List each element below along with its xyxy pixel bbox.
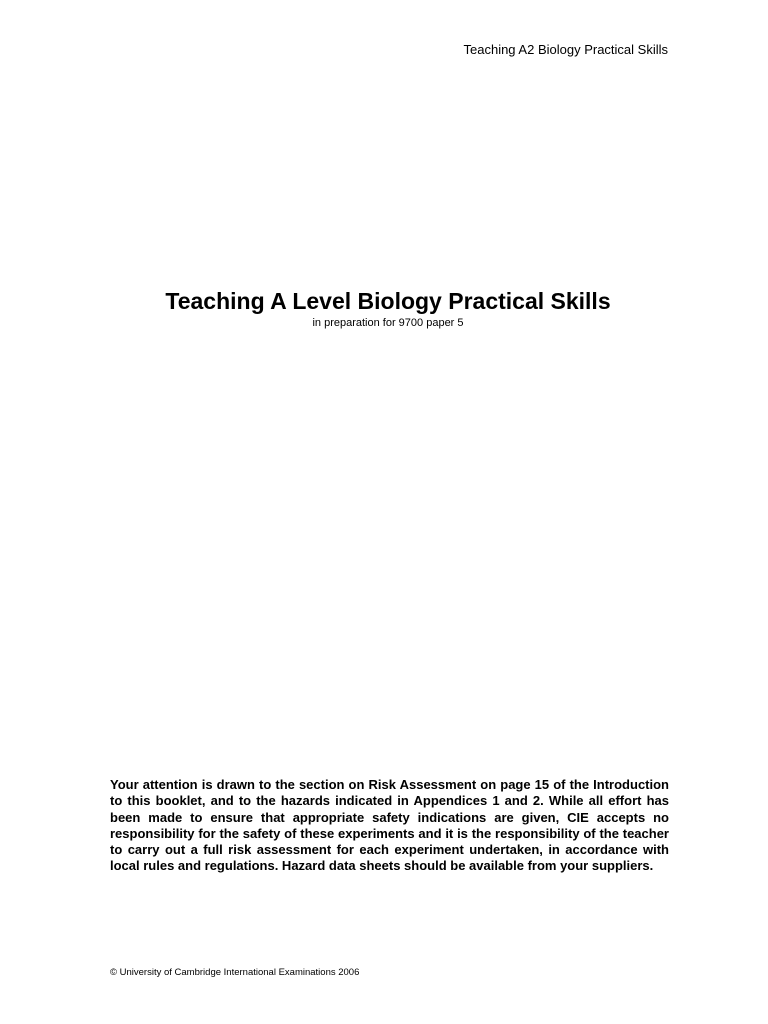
- document-subtitle: in preparation for 9700 paper 5: [312, 317, 464, 329]
- copyright-footer: © University of Cambridge International Examinations 2006: [110, 967, 360, 978]
- document-title: Teaching A Level Biology Practical Skills: [165, 288, 611, 314]
- title-block: [0, 286, 768, 330]
- safety-notice: Your attention is drawn to the section on Risk Assessment on page 15 of the Introduction to this booklet, and to the hazards indicated in Appendices 1 and 2. While all effort has been made to ensure that appropriate safety indications are given, CIE accepts no responsibility for the safety of these experiments and it is the responsibility of the teacher to carry out a full risk assessment for each experiment undertaken, in accordance with local rules and regulations. Hazard data sheets should be available from your suppliers.: [110, 777, 669, 874]
- running-header: Teaching A2 Biology Practical Skills: [463, 42, 668, 57]
